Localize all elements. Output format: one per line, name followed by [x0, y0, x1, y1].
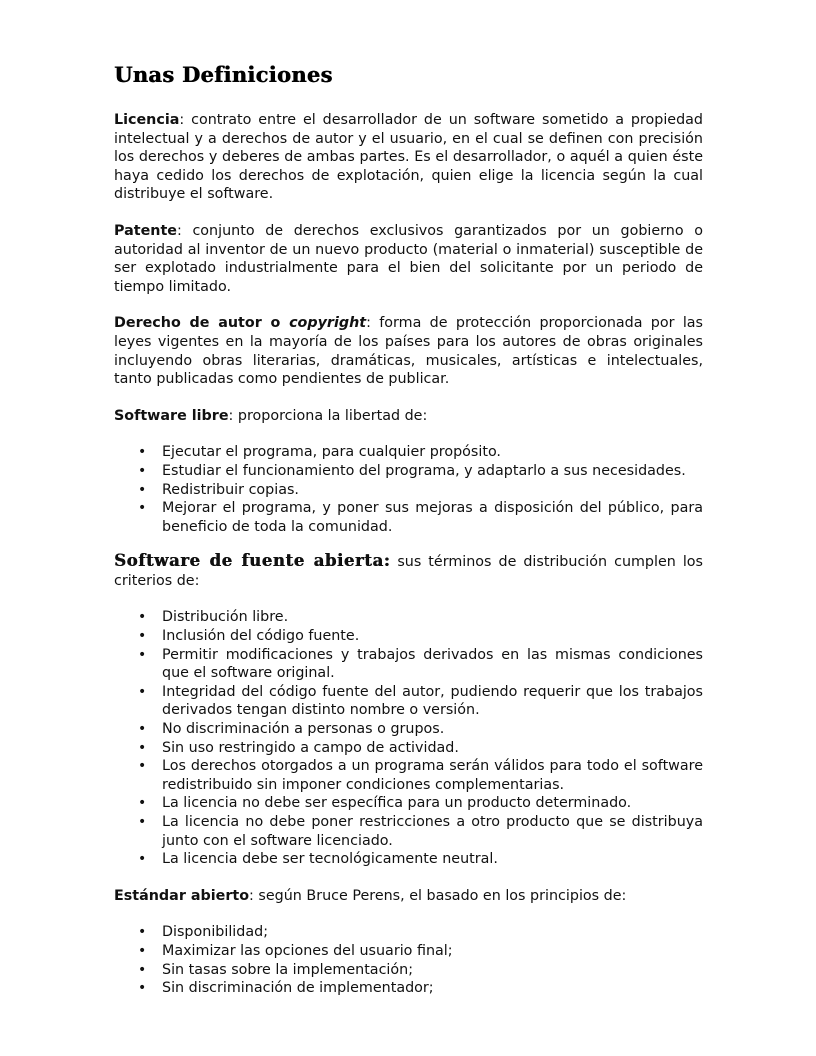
definition-derecho-autor [114, 314, 703, 388]
list-item: • Sin discriminación de implementador; [138, 980, 434, 997]
bullet-icon: • [138, 481, 147, 498]
definition-licencia [114, 111, 703, 204]
bullet-icon: • [138, 462, 147, 479]
list-item: • Inclusión del código fuente. [138, 628, 360, 645]
page-title: Unas Definiciones [114, 62, 333, 87]
bullet-icon: • [138, 646, 147, 663]
list-item: • Disponibilidad; [138, 924, 269, 941]
list-item: • La licencia no debe poner restricciones a otro producto que se distribuya junto con el software licenciado. [138, 814, 703, 849]
list-item: • Integridad del código fuente del autor, pudiendo requerir que los trabajos derivados tengan distinto nombre o versión. [138, 683, 703, 719]
term-software-libre: Software libre [114, 407, 229, 424]
term-fuente-abierta: Software de fuente abierta: [114, 551, 391, 571]
term-derecho-autor: Derecho de autor o [114, 315, 290, 332]
list-item: • Sin uso restringido a campo de actividad. [138, 739, 459, 756]
list-item: • La licencia no debe ser específica para un producto determinado. [138, 795, 632, 812]
term-patente: Patente [114, 222, 177, 239]
text-fuente-abierta: sus términos de distribución cumplen los criterios de: [114, 554, 703, 589]
bullet-icon: • [138, 721, 147, 738]
definition-fuente-abierta [114, 552, 703, 590]
bullet-icon: • [138, 795, 147, 812]
list-item: • La licencia debe ser tecnológicamente neutral. [138, 851, 498, 868]
list-item: • Ejecutar el programa, para cualquier propósito. [138, 444, 501, 461]
bullet-icon: • [138, 961, 147, 978]
text-patente: : conjunto de derechos exclusivos garantizados por un gobierno o autoridad al inventor de un nuevo producto (material o inmaterial) susceptible de ser explotado industrialmente para el bien del solicitante por un periodo de tiempo limitado. [114, 222, 703, 295]
list-item: • Sin tasas sobre la implementación; [138, 961, 414, 978]
list-item: • Estudiar el funcionamiento del programa, y adaptarlo a sus necesidades. [138, 462, 686, 479]
list-item: • Permitir modificaciones y trabajos derivados en las mismas condiciones que el software original. [138, 646, 703, 682]
list-fuente-abierta [114, 608, 703, 868]
list-item: • Distribución libre. [138, 609, 289, 626]
definition-software-libre [114, 407, 703, 426]
bullet-icon: • [138, 500, 147, 517]
list-item: • Maximizar las opciones del usuario final; [138, 942, 453, 959]
definition-estandar-abierto [114, 887, 703, 906]
bullet-icon: • [138, 942, 147, 959]
list-software-libre [114, 443, 703, 536]
list-item: • Los derechos otorgados a un programa serán válidos para todo el software redistribuido sin imponer condiciones complementarias. [138, 758, 703, 793]
document-body [114, 60, 703, 998]
list-estandar-abierto [114, 923, 703, 997]
term-estandar-abierto: Estándar abierto [114, 887, 250, 904]
text-software-libre: : proporciona la libertad de: [228, 407, 428, 424]
bullet-icon: • [138, 609, 147, 626]
text-estandar-abierto: : según Bruce Perens, el basado en los principios de: [249, 887, 627, 904]
bullet-icon: • [138, 851, 147, 868]
text-derecho-autor: : forma de protección proporcionada por las leyes vigentes en la mayoría de los países para los autores de obras originales incluyendo obras literarias, dramáticas, musicales, artísticas e intelectuales, tanto publicadas como pendientes de publicar. [114, 315, 704, 388]
bullet-icon: • [138, 758, 147, 775]
text-licencia: : contrato entre el desarrollador de un software sometido a propiedad intelectual y a derechos de autor y el usuario, en el cual se definen con precisión los derechos y deberes de ambas partes. Es el desarrollador, o aquél a quien éste haya cedido los derechos de explotación, quien elige la licencia según la cual distribuye el software. [114, 112, 703, 203]
bullet-icon: • [138, 683, 147, 700]
term-licencia: Licencia [114, 112, 180, 128]
list-item: • Redistribuir copias. [138, 481, 299, 498]
bullet-icon: • [138, 444, 147, 461]
definition-patente [114, 222, 703, 296]
bullet-icon: • [138, 814, 147, 830]
bullet-icon: • [138, 628, 147, 645]
list-item: • No discriminación a personas o grupos. [138, 721, 445, 738]
bullet-icon: • [138, 980, 147, 997]
list-item: • Mejorar el programa, y poner sus mejoras a disposición del público, para beneficio de toda la comunidad. [138, 500, 703, 535]
term-copyright: copyright [289, 315, 367, 332]
bullet-icon: • [138, 924, 147, 941]
bullet-icon: • [138, 739, 147, 756]
